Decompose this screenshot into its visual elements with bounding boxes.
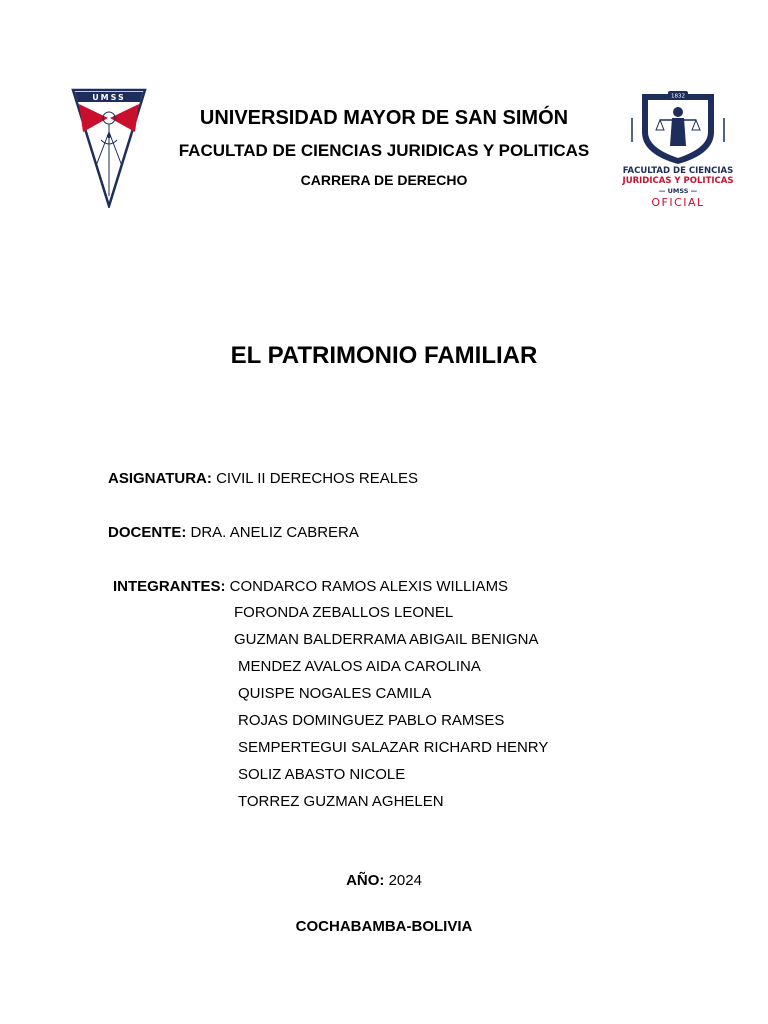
subject-label: ASIGNATURA:	[108, 470, 212, 487]
member-name: FORONDA ZEBALLOS LEONEL	[234, 604, 454, 621]
member-name: ROJAS DOMINGUEZ PABLO RAMSES	[238, 712, 505, 729]
faculty-logo-year: 1832	[671, 93, 685, 100]
faculty-logo-line4: OFICIAL	[651, 196, 705, 209]
document-title: EL PATRIMONIO FAMILIAR	[230, 342, 538, 369]
member-name: QUISPE NOGALES CAMILA	[238, 685, 432, 702]
faculty-logo-umss: UMSS	[667, 187, 689, 195]
members-line	[113, 578, 508, 595]
teacher-line	[108, 524, 359, 541]
year-line	[0, 872, 768, 889]
faculty-logo-line3: — UMSS —	[658, 187, 698, 195]
faculty-name: FACULTAD DE CIENCIAS JURIDICAS Y POLITICAS	[178, 141, 590, 160]
year-value: 2024	[388, 872, 422, 889]
members-label: INTEGRANTES:	[113, 578, 226, 595]
member-name: GUZMAN BALDERRAMA ABIGAIL BENIGNA	[234, 631, 539, 648]
location: COCHABAMBA-BOLIVIA	[295, 918, 473, 935]
faculty-logo	[622, 88, 734, 214]
subject-line	[108, 470, 418, 487]
faculty-logo-line2: JURIDICAS Y POLITICAS	[622, 176, 734, 186]
teacher-label: DOCENTE:	[108, 524, 187, 541]
member-name: SOLIZ ABASTO NICOLE	[238, 766, 406, 783]
university-name: UNIVERSIDAD MAYOR DE SAN SIMÓN	[199, 107, 569, 129]
umss-logo-text: UMSS	[92, 93, 126, 102]
member-name: CONDARCO RAMOS ALEXIS WILLIAMS	[229, 578, 509, 595]
faculty-justice-shield-icon	[622, 88, 734, 166]
member-name: MENDEZ AVALOS AIDA CAROLINA	[238, 658, 481, 675]
faculty-logo-line1: FACULTAD DE CIENCIAS	[622, 166, 734, 176]
member-name: TORREZ GUZMAN AGHELEN	[238, 793, 444, 810]
year-label: AÑO:	[346, 872, 385, 889]
member-name: SEMPERTEGUI SALAZAR RICHARD HENRY	[238, 739, 549, 756]
career-name: CARRERA DE DERECHO	[300, 172, 468, 188]
subject-value: CIVIL II DERECHOS REALES	[216, 470, 419, 487]
teacher-value: DRA. ANELIZ CABRERA	[190, 524, 359, 541]
